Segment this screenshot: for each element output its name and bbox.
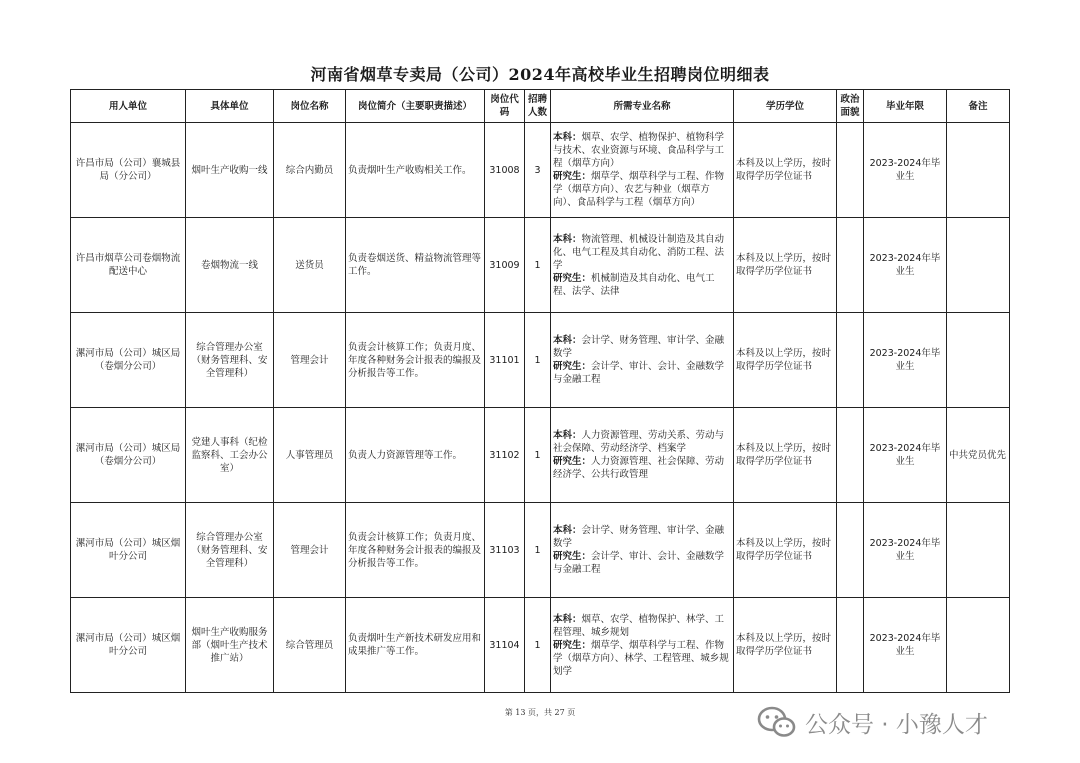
header-employer: 用人单位	[71, 90, 186, 123]
cell-employer: 漯河市局（公司）城区烟叶分公司	[71, 503, 186, 598]
major-undergrad-label: 本科：	[553, 613, 582, 625]
cell-major	[551, 313, 734, 408]
cell-political	[837, 218, 864, 313]
cell-code: 31102	[485, 408, 525, 503]
cell-political	[837, 503, 864, 598]
cell-note	[947, 218, 1010, 313]
cell-position: 管理会计	[274, 313, 346, 408]
major-postgrad-label: 研究生：	[553, 272, 592, 284]
major-undergrad: 会计学、财务管理、审计学、金融数学	[553, 525, 725, 549]
cell-political	[837, 408, 864, 503]
cell-grad: 2023-2024年毕业生	[864, 313, 947, 408]
cell-note	[947, 503, 1010, 598]
cell-major	[551, 408, 734, 503]
major-postgrad: 烟草学、烟草科学与工程、作物学（烟草方向）、林学、工程管理、城乡规划学	[553, 639, 729, 677]
cell-political	[837, 123, 864, 218]
header-unit: 具体单位	[186, 90, 274, 123]
cell-position: 送货员	[274, 218, 346, 313]
cell-employer: 许昌市烟草公司卷烟物流配送中心	[71, 218, 186, 313]
cell-employer: 漯河市局（公司）城区局（卷烟分公司）	[71, 408, 186, 503]
major-postgrad-label: 研究生：	[553, 551, 592, 562]
table-row	[71, 123, 1010, 218]
cell-code: 31104	[485, 598, 525, 693]
cell-major	[551, 503, 734, 598]
watermark	[757, 702, 988, 742]
cell-degree: 本科及以上学历，按时取得学历学位证书	[734, 218, 837, 313]
cell-intro: 负责烟叶生产收购相关工作。	[346, 123, 485, 218]
cell-intro: 负责卷烟送货、精益物流管理等工作。	[346, 218, 485, 313]
cell-employer: 漯河市局（公司）城区烟叶分公司	[71, 598, 186, 693]
major-undergrad: 人力资源管理、劳动关系、劳动与社会保障、劳动经济学、档案学	[553, 430, 725, 454]
major-postgrad: 烟草学、烟草科学与工程、作物学（烟草方向）、农艺与种业（烟草方向）、食品科学与工程（烟草方向）	[553, 171, 725, 208]
recruitment-table	[70, 89, 1010, 693]
cell-degree: 本科及以上学历，按时取得学历学位证书	[734, 408, 837, 503]
table-row	[71, 408, 1010, 503]
cell-code: 31101	[485, 313, 525, 408]
cell-note	[947, 313, 1010, 408]
header-degree: 学历学位	[734, 90, 837, 123]
cell-political	[837, 313, 864, 408]
header-code: 岗位代码	[485, 90, 525, 123]
cell-code: 31008	[485, 123, 525, 218]
major-undergrad-label: 本科：	[553, 233, 582, 245]
cell-unit: 烟叶生产收购服务部（烟叶生产技术推广站）	[186, 598, 274, 693]
major-undergrad-label: 本科：	[553, 132, 582, 143]
cell-position: 人事管理员	[274, 408, 346, 503]
cell-intro: 负责会计核算工作；负责月度、年度各种财务会计报表的编报及分析报告等工作。	[346, 313, 485, 408]
cell-degree: 本科及以上学历，按时取得学历学位证书	[734, 598, 837, 693]
cell-grad: 2023-2024年毕业生	[864, 598, 947, 693]
major-undergrad-label: 本科：	[553, 335, 582, 346]
cell-code: 31009	[485, 218, 525, 313]
cell-degree: 本科及以上学历，按时取得学历学位证书	[734, 503, 837, 598]
cell-note: 中共党员优先	[947, 408, 1010, 503]
cell-grad: 2023-2024年毕业生	[864, 218, 947, 313]
cell-note	[947, 598, 1010, 693]
header-count: 招聘人数	[525, 90, 551, 123]
table-row	[71, 503, 1010, 598]
page-title: 河南省烟草专卖局（公司）2024年高校毕业生招聘岗位明细表	[310, 65, 770, 84]
cell-position: 综合管理员	[274, 598, 346, 693]
major-undergrad-label: 本科：	[553, 430, 582, 441]
cell-employer: 许昌市局（公司）襄城县局（分公司）	[71, 123, 186, 218]
cell-position: 管理会计	[274, 503, 346, 598]
major-undergrad: 会计学、财务管理、审计学、金融数学	[553, 335, 725, 359]
cell-count: 1	[525, 503, 551, 598]
cell-employer: 漯河市局（公司）城区局（卷烟分公司）	[71, 313, 186, 408]
cell-unit: 综合管理办公室（财务管理科、安全管理科）	[186, 313, 274, 408]
page-number: 第 13 页，共 27 页	[504, 708, 576, 717]
header-intro: 岗位简介（主要职责描述）	[346, 90, 485, 123]
cell-unit: 党建人事科（纪检监察科、工会办公室）	[186, 408, 274, 503]
watermark-text: 公众号 · 小豫人才	[805, 711, 988, 738]
cell-count: 1	[525, 313, 551, 408]
cell-code: 31103	[485, 503, 525, 598]
major-undergrad: 烟草、农学、植物保护、林学、工程管理、城乡规划	[553, 613, 725, 638]
cell-position: 综合内勤员	[274, 123, 346, 218]
cell-unit: 综合管理办公室（财务管理科、安全管理科）	[186, 503, 274, 598]
header-political: 政治面貌	[837, 90, 864, 123]
table-row	[71, 598, 1010, 693]
major-undergrad-label: 本科：	[553, 525, 582, 536]
cell-major	[551, 218, 734, 313]
major-postgrad: 会计学、审计、会计、金融数学与金融工程	[553, 551, 725, 575]
cell-unit: 卷烟物流一线	[186, 218, 274, 313]
cell-major	[551, 598, 734, 693]
major-undergrad: 烟草、农学、植物保护、植物科学与技术、农业资源与环境、食品科学与工程（烟草方向）	[553, 132, 725, 169]
cell-intro: 负责烟叶生产新技术研发应用和成果推广等工作。	[346, 598, 485, 693]
cell-degree: 本科及以上学历，按时取得学历学位证书	[734, 313, 837, 408]
header-grad: 毕业年限	[864, 90, 947, 123]
major-postgrad-label: 研究生：	[553, 639, 592, 651]
table-row	[71, 313, 1010, 408]
major-postgrad-label: 研究生：	[553, 171, 592, 182]
cell-intro: 负责人力资源管理等工作。	[346, 408, 485, 503]
cell-count: 1	[525, 408, 551, 503]
cell-political	[837, 598, 864, 693]
cell-count: 3	[525, 123, 551, 218]
table-header-row	[71, 90, 1010, 123]
header-note: 备注	[947, 90, 1010, 123]
major-postgrad-label: 研究生：	[553, 361, 592, 372]
header-major: 所需专业名称	[551, 90, 734, 123]
cell-degree: 本科及以上学历，按时取得学历学位证书	[734, 123, 837, 218]
cell-unit: 烟叶生产收购一线	[186, 123, 274, 218]
major-postgrad: 会计学、审计、会计、金融数学与金融工程	[553, 361, 725, 385]
cell-grad: 2023-2024年毕业生	[864, 408, 947, 503]
table-row	[71, 218, 1010, 313]
wechat-icon	[757, 705, 797, 739]
major-undergrad: 物流管理、机械设计制造及其自动化、电气工程及其自动化、消防工程、法学	[553, 233, 725, 271]
cell-grad: 2023-2024年毕业生	[864, 503, 947, 598]
header-position: 岗位名称	[274, 90, 346, 123]
cell-intro: 负责会计核算工作；负责月度、年度各种财务会计报表的编报及分析报告等工作。	[346, 503, 485, 598]
cell-major	[551, 123, 734, 218]
cell-note	[947, 123, 1010, 218]
cell-count: 1	[525, 218, 551, 313]
cell-count: 1	[525, 598, 551, 693]
major-postgrad-label: 研究生：	[553, 456, 592, 467]
cell-grad: 2023-2024年毕业生	[864, 123, 947, 218]
major-postgrad: 人力资源管理、社会保障、劳动经济学、公共行政管理	[553, 456, 725, 480]
major-postgrad: 机械制造及其自动化、电气工程、法学、法律	[553, 272, 715, 297]
